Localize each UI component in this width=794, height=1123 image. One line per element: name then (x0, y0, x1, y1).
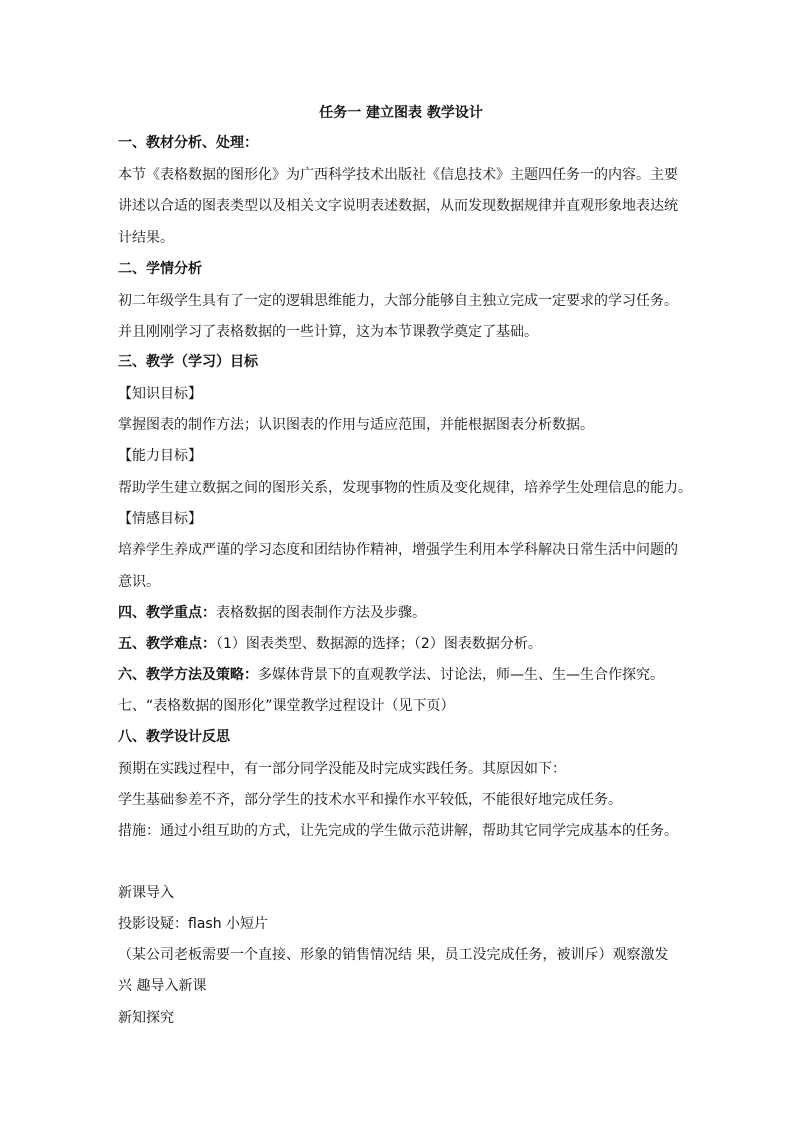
section1-line-3: 计结果。 (118, 230, 174, 246)
section5-text: （1）图表类型、数据源的选择；（2）图表数据分析。 (216, 636, 542, 652)
section8-line-3: 措施：通过小组互助的方式，让先完成的学生做示范讲解，帮助其它同学完成基本的任务。 (118, 823, 678, 839)
section6-row (118, 665, 664, 685)
process-line-2: 投影设疑：flash 小短片 (118, 916, 269, 932)
section1-line-1: 本节《表格数据的图形化》为广西科学技术出版社《信息技术》主题四任务一的内容。主要 (118, 167, 678, 183)
process-line-4: 兴 趣导入新课 (118, 978, 207, 994)
process-line-5: 新知探究 (118, 1010, 174, 1026)
knowledge-goal-text: 掌握图表的制作方法；认识图表的作用与适应范围，并能根据图表分析数据。 (118, 417, 594, 433)
section8-line-1: 预期在实践过程中，有一部分同学没能及时完成实践任务。其原因如下： (118, 761, 566, 777)
emotion-goal-line-2: 意识。 (118, 574, 160, 590)
knowledge-goal-label: 【知识目标】 (118, 386, 202, 402)
ability-goal-text: 帮助学生建立数据之间的图形关系，发现事物的性质及变化规律，培养学生处理信息的能力。 (118, 480, 692, 496)
section2-line-2: 并且刚刚学习了表格数据的一些计算，这为本节课教学奠定了基础。 (118, 324, 538, 340)
section6-heading: 六、教学方法及策略： (118, 667, 258, 683)
ability-goal-label: 【能力目标】 (118, 448, 202, 464)
document-title: 任务一 建立图表 教学设计 (319, 105, 483, 121)
section8-line-2: 学生基础参差不齐，部分学生的技术水平和操作水平较低，不能很好地完成任务。 (118, 792, 622, 808)
section2-line-1: 初二年级学生具有了一定的逻辑思维能力，大部分能够自主独立完成一定要求的学习任务。 (118, 293, 678, 309)
section1-heading: 一、教材分析、处理： (118, 135, 258, 151)
section5-heading: 五、教学难点： (118, 636, 216, 652)
section3-heading: 三、教学（学习）目标 (118, 354, 258, 370)
section5-row (118, 634, 542, 654)
section4-text: 表格数据的图表制作方法及步骤。 (216, 605, 426, 621)
section6-text: 多媒体背景下的直观教学法、讨论法，师—生、生—生合作探究。 (258, 667, 664, 683)
process-line-1: 新课导入 (118, 885, 174, 901)
section2-heading: 二、学情分析 (118, 261, 202, 277)
section7-text: 七、“表格数据的图形化”课堂教学过程设计（见下页） (118, 698, 455, 714)
process-line-3: （某公司老板需要一个直接、形象的销售情况结 果，员工没完成任务，被训斥）观察激发 (118, 947, 669, 963)
section8-heading: 八、教学设计反思 (118, 729, 230, 745)
section1-line-2: 讲述以合适的图表类型以及相关文字说明表述数据，从而发现数据规律并直观形象地表达统 (118, 198, 678, 214)
section4-heading: 四、教学重点： (118, 605, 216, 621)
emotion-goal-line-1: 培养学生养成严谨的学习态度和团结协作精神，增强学生利用本学科解决日常生活中问题的 (118, 542, 678, 558)
emotion-goal-label: 【情感目标】 (118, 511, 202, 527)
section4-row (118, 603, 426, 623)
